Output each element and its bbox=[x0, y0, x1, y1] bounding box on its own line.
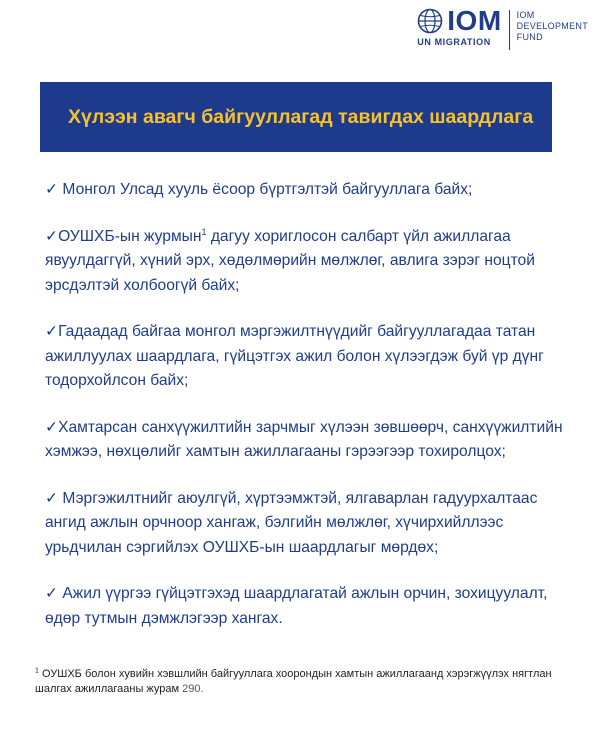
requirement-text: дагуу хориглосон салбарт үйл ажиллагаа явуулдаггүй, хүний эрх, хөдөлмөрийн мөлжлөг, авлига зэрэг ноцтой эрсдэлтэй холбоогүй байх; bbox=[45, 227, 535, 294]
title-banner bbox=[40, 82, 552, 152]
logo-sub-text: UN MIGRATION bbox=[417, 37, 491, 47]
requirement-item bbox=[45, 320, 565, 394]
check-icon: ✓ bbox=[45, 585, 59, 602]
fund-line: IOM bbox=[516, 10, 535, 20]
requirement-item bbox=[45, 582, 565, 631]
check-icon: ✓ bbox=[45, 418, 59, 436]
requirements-list bbox=[45, 178, 565, 653]
requirement-item bbox=[45, 225, 565, 299]
requirement-text: Ажил үүргээ гүйцэтгэхэд шаардлагатай ажлын орчин, зохицуулалт, өдөр тутмын дэмжлэгээр хангах. bbox=[45, 585, 548, 627]
requirement-text: Гадаадад байгаа монгол мэргэжилтнүүдийг байгууллагадаа татан ажиллуулах шаардлага, гүйцэтгэх ажил болон хүлээгдэж буй үр дүнг тодорхойлсон байх; bbox=[45, 323, 544, 389]
iom-mark bbox=[417, 5, 502, 47]
requirement-item bbox=[45, 487, 565, 561]
check-icon: ✓ bbox=[45, 323, 59, 340]
requirement-item bbox=[45, 178, 565, 203]
requirement-text: Хамтарсан санхүүжилтийн зарчмыг хүлээн зөвшөөрч, санхүүжилтийн хэмжээ, нөхцөлийг хамтын ажиллагааны гэрээгээр тохиролцох; bbox=[45, 418, 563, 460]
logo-main-text: IOM bbox=[447, 5, 502, 36]
development-fund-label bbox=[517, 8, 588, 43]
check-icon: ✓ bbox=[45, 489, 59, 507]
footnote bbox=[35, 667, 575, 697]
requirement-item bbox=[45, 416, 565, 465]
check-icon: ✓ bbox=[45, 181, 59, 198]
footnote-text: ОУШХБ болон хувийн хэвшлийн байгууллага хоорондын хамтын ажиллагаанд хэрэгжүүлэх нягтлан шалгах ажиллагааны журам bbox=[35, 668, 552, 695]
footnote-marker: 1 bbox=[35, 667, 39, 675]
page-title: Хүлээн авагч байгууллагад тавигдах шаардлага bbox=[68, 105, 534, 128]
fund-line: DEVELOPMENT bbox=[516, 21, 588, 31]
iom-logo bbox=[417, 5, 588, 50]
requirement-text: ОУШХБ-ын журмын bbox=[58, 227, 202, 245]
requirement-text: Монгол Улсад хууль ёсоор бүртгэлтэй байгууллага байх; bbox=[58, 181, 473, 198]
footnote-page: 290. bbox=[182, 683, 204, 695]
requirement-text: Мэргэжилтнийг аюулгүй, хүртээмжтэй, ялгаварлан гадуурхалтаас ангид ажлын орчноор хангаж, бэлгийн мөлжлөг, хүчирхийллээс урьдчилан сэргийлэх ОУШХБ-ын шаардлагыг мөрдөх; bbox=[45, 489, 538, 556]
fund-line: FUND bbox=[516, 32, 543, 42]
footnote-ref: 1 bbox=[201, 226, 207, 237]
check-icon: ✓ bbox=[45, 227, 59, 245]
logo-divider bbox=[509, 10, 510, 50]
globe-icon bbox=[417, 8, 443, 34]
